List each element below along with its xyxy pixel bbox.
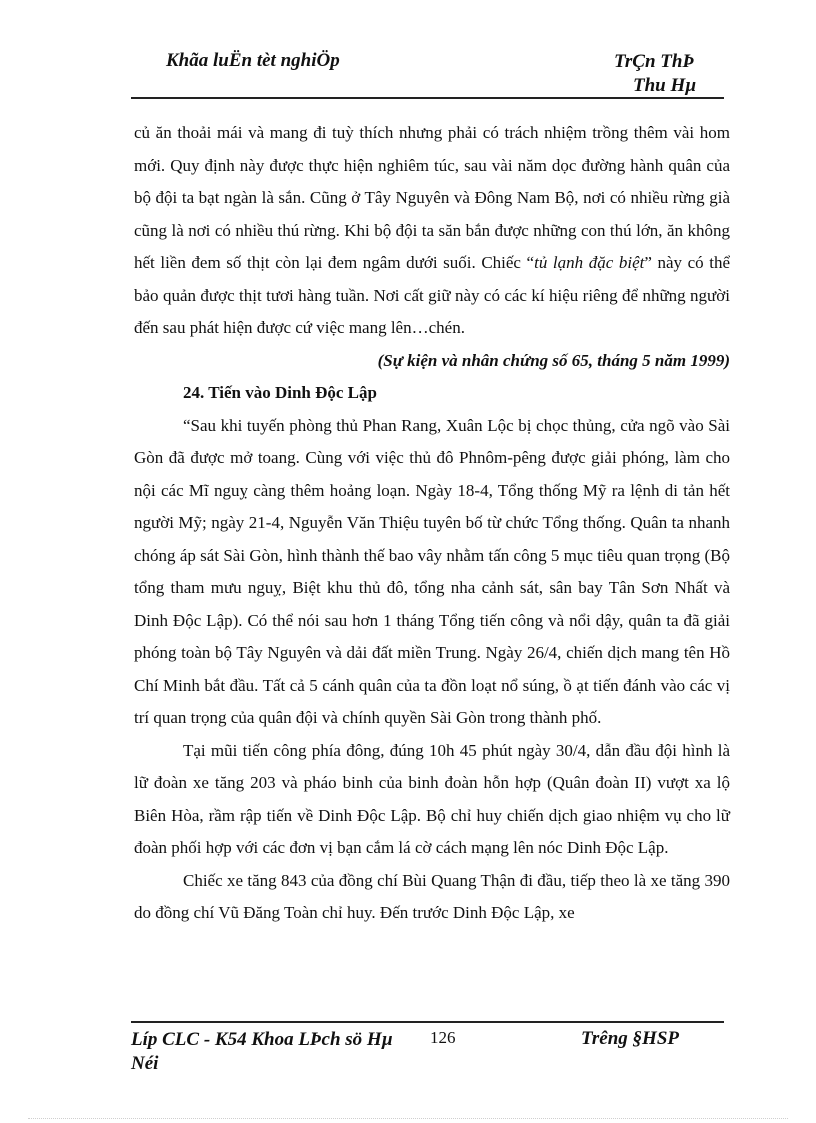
paragraph-4: Chiếc xe tăng 843 của đồng chí Bùi Quang Thận đi đầu, tiếp theo là xe tăng 390 do đồng chí Vũ Đăng Toàn chỉ huy. Đến trước Dinh Độc Lập, xe — [134, 870, 730, 922]
header-left: Khãa luËn tèt nghiÖp — [166, 50, 340, 71]
header-author-line2: Thu Hµ — [633, 75, 697, 96]
paragraph-1-italic: tủ lạnh đặc biệt — [534, 253, 645, 272]
section-heading: 24. Tiến vào Dinh Độc Lập — [183, 383, 377, 402]
page-body — [134, 117, 730, 930]
footer-right: Trêng §HSP — [581, 1028, 679, 1049]
footer-rule — [131, 1021, 724, 1023]
paragraph-1-end: ” này có thể bảo quản được thịt tươi hàng tuần. Nơi cất giữ này có các kí hiệu riêng để những người đến sau phát hiện được cứ việc mang lên…chén. — [134, 253, 730, 337]
footer-left: Líp CLC - K54 Khoa LÞch sö Hµ Néi — [131, 1029, 393, 1074]
page-number: 126 — [430, 1028, 456, 1047]
page-edge-dotted-line — [28, 1118, 788, 1119]
header-right — [614, 50, 724, 98]
paragraph-1 — [134, 117, 730, 345]
source-citation: (Sự kiện và nhân chứng số 65, tháng 5 năm 1999) — [377, 350, 730, 370]
paragraph-3: Tại mũi tiến công phía đông, đúng 10h 45 phút ngày 30/4, dẫn đầu đội hình là lữ đoàn xe tăng 203 và pháo binh của binh đoàn hỗn hợp (Quân đoàn II) vượt xa lộ Biên Hòa, rầm rập tiến về Dinh Độc Lập. Bộ chỉ huy chiến dịch giao nhiệm vụ cho lữ đoàn phối hợp với các đơn vị bạn cắm lá cờ cách mạng lên nóc Dinh Độc Lập. — [134, 740, 730, 857]
paragraph-2: “Sau khi tuyến phòng thủ Phan Rang, Xuân Lộc bị chọc thủng, cửa ngõ vào Sài Gòn đã được mở toang. Cùng với việc thủ đô Phnôm-pêng được giải phóng, làm cho nội các Mĩ nguỵ càng thêm hoảng loạn. Ngày 18-4, Tổng thống Mỹ ra lệnh di tản hết người Mỹ; ngày 21-4, Nguyễn Văn Thiệu tuyên bố từ chức Tổng thống. Quân ta nhanh chóng áp sát Sài Gòn, hình thành thế bao vây nhằm tấn công 5 mục tiêu quan trọng (Bộ tổng tham mưu nguỵ, Biệt khu thủ đô, tổng nha cảnh sát, sân bay Tân Sơn Nhất và Dinh Độc Lập). Có thể nói sau hơn 1 tháng Tổng tiến công và nổi dậy, quân ta đã giải phóng toàn bộ Tây Nguyên và dải đất miền Trung. Ngày 26/4, chiến dịch mang tên Hồ Chí Minh bắt đầu. Tất cả 5 cánh quân của ta đồn loạt nổ súng, ồ ạt tiến đánh vào các vị trí quan trọng của quân đội và chính quyền Sài Gòn trong thành phố. — [134, 415, 730, 727]
header-rule — [131, 97, 724, 99]
header-author-line1: TrÇn ThÞ — [614, 51, 695, 72]
paragraph-1-text: củ ăn thoải mái và mang đi tuỳ thích nhưng phải có trách nhiệm trồng thêm vài hom mới. Quy định này được thực hiện nghiêm túc, sau vài năm dọc đường hành quân của bộ đội ta bạt ngàn là sắn. Cũng ở Tây Nguyên và Đông Nam Bộ, nơi có nhiều rừng già cũng là nơi có nhiều thú rừng. Khi bộ đội ta săn bắn được những con thú lớn, ăn không hết liền đem số thịt còn lại đem ngâm dưới suối. Chiếc “ — [134, 123, 730, 272]
